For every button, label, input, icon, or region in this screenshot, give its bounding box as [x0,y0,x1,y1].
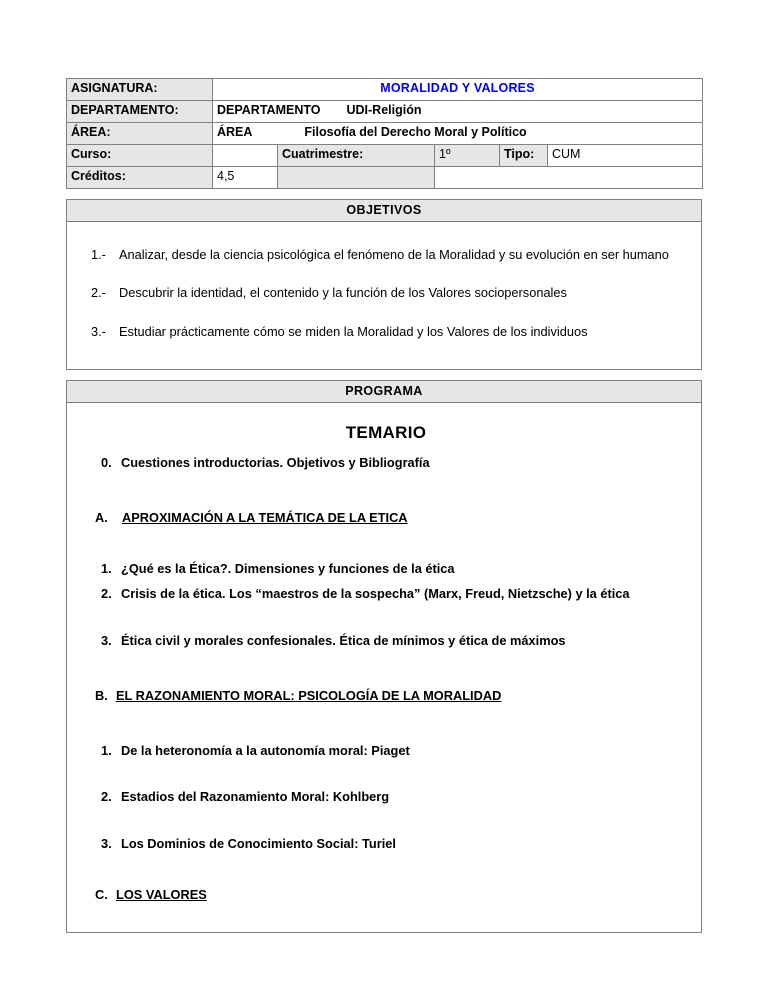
table-row-creditos [67,167,703,189]
entry-text: LOS VALORES [116,887,207,903]
programa-entry-0 [91,455,677,472]
entry-text: De la heteronomía a la autonomía moral: Piaget [121,742,410,758]
programa-entry-A1 [91,561,677,578]
spacer [91,759,677,789]
objetivos-content [66,222,702,370]
entry-marker: 1. [101,560,112,576]
entry-text: EL RAZONAMIENTO MORAL: PSICOLOGÍA DE LA MORALIDAD [116,687,502,703]
programa-entry-A [91,510,677,527]
table-row-area [67,123,703,145]
value-area-name: Filosofía del Derecho Moral y Político [304,125,527,140]
entry-marker: C. [95,887,108,903]
value-departamento-name: UDI-Religión [346,103,422,118]
objetivo-number: 2.- [91,285,106,301]
programa-entry-A2 [91,586,677,603]
entry-marker: 1. [101,742,112,758]
objetivo-text: Estudiar prácticamente cómo se miden la Moralidad y los Valores de los individuos [119,323,588,339]
creditos-empty-b [435,167,703,189]
spacer [91,603,677,633]
table-row-curso [67,145,703,167]
objetivo-item [91,244,677,266]
label-creditos: Créditos: [67,167,213,189]
spacer [91,650,677,688]
spacer [91,705,677,743]
spacer [91,472,677,510]
objetivo-number: 3.- [91,323,106,339]
label-tipo: Tipo: [500,145,548,167]
value-departamento-prefix: DEPARTAMENTO [217,103,321,118]
banner-objetivos: OBJETIVOS [66,199,702,222]
spacer [91,527,677,561]
programa-entry-C [91,887,677,904]
objetivo-text: Descubrir la identidad, el contenido y la función de los Valores sociopersonales [119,285,567,301]
entry-marker: B. [95,687,108,703]
entry-text: Crisis de la ética. Los “maestros de la sospecha” (Marx, Freud, Nietzsche) y la ética [121,585,630,601]
entry-marker: 2. [101,789,112,805]
table-row-departamento [67,101,703,123]
entry-text: Los Dominios de Conocimiento Social: Turiel [121,836,396,852]
spacer [91,578,677,586]
value-tipo: CUM [548,145,703,167]
banner-programa: PROGRAMA [66,380,702,403]
spacer [91,853,677,887]
entry-text: Ética civil y morales confesionales. Ética de mínimos y ética de máximos [121,632,566,648]
entry-marker: A. [95,510,108,526]
entry-marker: 2. [101,585,112,601]
value-area-prefix: ÁREA [217,125,253,140]
entry-text: Estadios del Razonamiento Moral: Kohlberg [121,789,390,805]
value-departamento [213,101,703,123]
entry-marker: 3. [101,632,112,648]
programa-entry-B3 [91,836,677,853]
label-asignatura: ASIGNATURA: [67,79,213,101]
entry-text: Cuestiones introductorias. Objetivos y Bibliografía [121,455,430,471]
entry-text: ¿Qué es la Ética?. Dimensiones y funciones de la ética [121,560,455,576]
objetivo-item [91,282,677,304]
entry-marker: 0. [101,455,112,471]
course-info-table [66,78,703,189]
label-curso: Curso: [67,145,213,167]
table-row-asignatura [67,79,703,101]
value-area [213,123,703,145]
programa-entry-A3 [91,633,677,650]
label-departamento: DEPARTAMENTO: [67,101,213,123]
value-asignatura: MORALIDAD Y VALORES [213,79,703,101]
label-area: ÁREA: [67,123,213,145]
creditos-empty-a [278,167,435,189]
programa-entry-B [91,688,677,705]
objetivo-item [91,321,677,343]
value-curso [213,145,278,167]
entry-text: APROXIMACIÓN A LA TEMÁTICA DE LA ETICA [122,510,408,526]
value-cuatrimestre: 1º [435,145,500,167]
objetivo-text: Analizar, desde la ciencia psicológica el fenómeno de la Moralidad y su evolución en ser humano [119,247,669,262]
programa-entry-B2 [91,789,677,806]
entry-marker: 3. [101,836,112,852]
programa-entry-B1 [91,743,677,760]
objetivo-number: 1.- [91,247,106,262]
programa-content [66,403,702,933]
temario-heading: TEMARIO [345,423,427,443]
spacer [91,806,677,836]
value-creditos: 4,5 [213,167,278,189]
label-cuatrimestre: Cuatrimestre: [278,145,435,167]
